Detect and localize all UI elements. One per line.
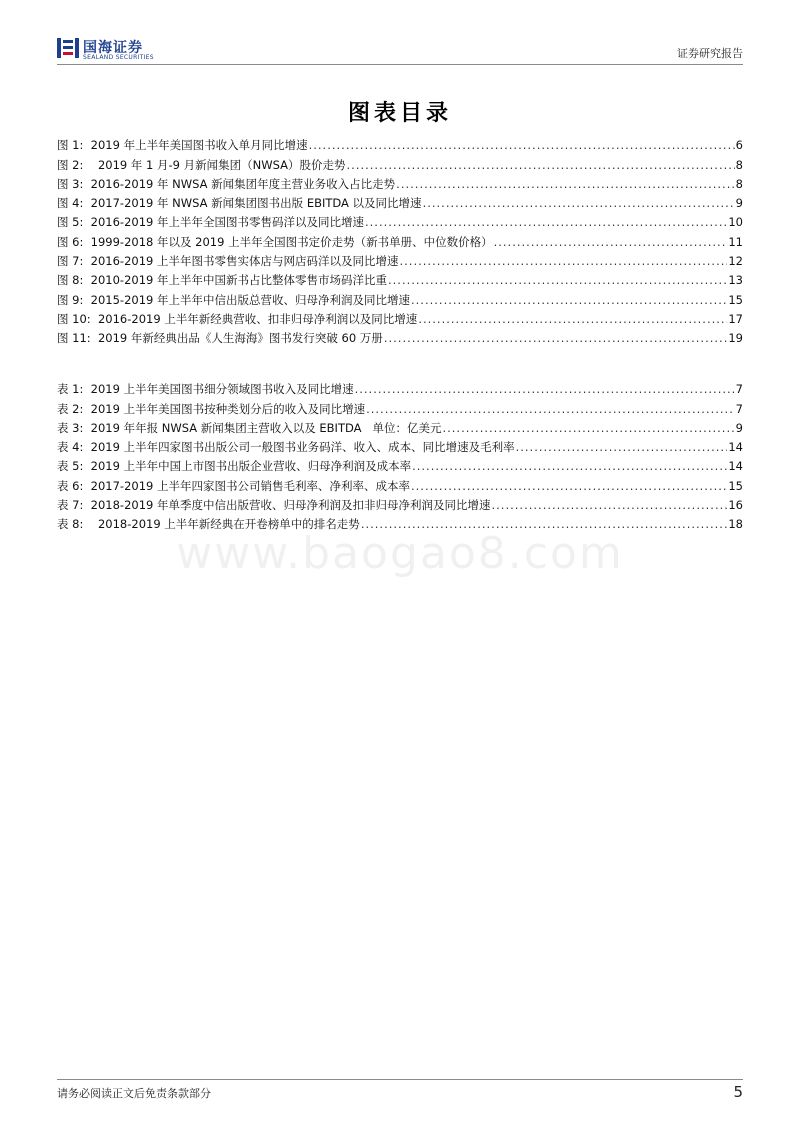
toc-entry-label: 图 11: 2019 年新经典出品《人生海海》图书发行突破 60 万册 bbox=[57, 331, 383, 346]
page-header bbox=[0, 0, 800, 70]
toc-page-number: 19 bbox=[728, 331, 743, 346]
toc-entry-figure-11[interactable] bbox=[57, 327, 743, 346]
toc-dot-leader bbox=[412, 458, 727, 474]
toc-entry-label: 表 5: 2019 上半年中国上市图书出版企业营收、归母净利润及成本率 bbox=[57, 459, 412, 474]
toc-entry-figure-6[interactable] bbox=[57, 230, 743, 249]
toc-entry-table-4[interactable] bbox=[57, 436, 743, 455]
toc-entry-label: 表 3: 2019 年年报 NWSA 新闻集团主营收入以及 EBITDA 单位：亿美元 bbox=[57, 420, 442, 435]
toc-entry-figure-1[interactable] bbox=[57, 134, 743, 153]
toc-entry-label: 图 9: 2015-2019 年上半年中信出版总营收、归母净利润及同比增速 bbox=[57, 292, 410, 307]
toc-page-number: 12 bbox=[728, 254, 743, 269]
sealand-logo-icon bbox=[57, 36, 79, 60]
toc-dot-leader bbox=[309, 137, 735, 153]
logo-chinese-name: 国海证券 bbox=[83, 40, 143, 56]
toc-entry-label: 图 3: 2016-2019 年 NWSA 新闻集团年度主营业务收入占比走势 bbox=[57, 176, 396, 191]
toc-page-number: 7 bbox=[735, 401, 743, 416]
toc-dot-leader bbox=[400, 253, 728, 269]
toc-entry-label: 图 6: 1999-2018 年以及 2019 上半年全国图书定价走势（新书单册、中位数价格） bbox=[57, 234, 493, 249]
page-number: 5 bbox=[733, 1083, 743, 1101]
toc-entry-label: 图 10: 2016-2019 上半年新经典营收、扣非归母净利润以及同比增速 bbox=[57, 311, 418, 326]
toc-page-number: 14 bbox=[728, 459, 743, 474]
page-title: 图表目录 bbox=[347, 100, 452, 126]
toc-dot-leader bbox=[396, 176, 735, 192]
toc-page-number: 15 bbox=[728, 478, 743, 493]
toc-dot-leader bbox=[411, 292, 727, 308]
toc-page-number: 18 bbox=[728, 517, 743, 532]
toc-entry-label: 表 1: 2019 上半年美国图书细分领域图书收入及同比增速 bbox=[57, 382, 354, 397]
toc-dot-leader bbox=[494, 234, 728, 250]
toc-dot-leader bbox=[355, 381, 735, 397]
toc-page-number: 14 bbox=[728, 440, 743, 455]
watermark: www.baogao8.com bbox=[176, 528, 624, 579]
toc-entry-figure-7[interactable] bbox=[57, 250, 743, 269]
toc-page-number: 15 bbox=[728, 292, 743, 307]
toc-dot-leader bbox=[347, 157, 735, 173]
toc-page-number: 9 bbox=[735, 420, 743, 435]
logo-english-name: SEALAND SECURITIES bbox=[83, 54, 154, 61]
toc-dot-leader bbox=[384, 330, 728, 346]
toc-entry-figure-9[interactable] bbox=[57, 288, 743, 307]
toc-entry-figure-2[interactable] bbox=[57, 153, 743, 172]
toc-dot-leader bbox=[411, 478, 727, 494]
toc-dot-leader bbox=[423, 195, 735, 211]
toc-dot-leader bbox=[388, 272, 727, 288]
table-list bbox=[57, 378, 743, 532]
toc-entry-label: 表 7: 2018-2019 年单季度中信出版营收、归母净利润及扣非归母净利润及同比增速 bbox=[57, 498, 491, 513]
toc-entry-table-2[interactable] bbox=[57, 397, 743, 416]
toc-entry-label: 表 4: 2019 上半年四家图书出版公司一般图书业务码洋、收入、成本、同比增速及毛利率 bbox=[57, 440, 515, 455]
toc-page-number: 13 bbox=[728, 273, 743, 288]
toc-entry-label: 表 6: 2017-2019 上半年四家图书公司销售毛利率、净利率、成本率 bbox=[57, 478, 410, 493]
toc-entry-label: 图 8: 2010-2019 年上半年中国新书占比整体零售市场码洋比重 bbox=[57, 273, 387, 288]
toc-page-number: 6 bbox=[735, 138, 743, 153]
toc-page-number: 9 bbox=[735, 196, 743, 211]
header-divider bbox=[57, 64, 743, 65]
toc-entry-figure-10[interactable] bbox=[57, 308, 743, 327]
toc-entry-label: 表 8: 2018-2019 上半年新经典在开卷榜单中的排名走势 bbox=[57, 517, 360, 532]
footer-disclaimer: 请务必阅读正文后免责条款部分 bbox=[57, 1087, 211, 1100]
toc-entry-figure-5[interactable] bbox=[57, 211, 743, 230]
toc-entry-table-7[interactable] bbox=[57, 494, 743, 513]
toc-entry-label: 表 2: 2019 上半年美国图书按种类划分后的收入及同比增速 bbox=[57, 401, 366, 416]
report-type: 证券研究报告 bbox=[677, 47, 743, 60]
toc-dot-leader bbox=[366, 401, 735, 417]
toc-entry-table-5[interactable] bbox=[57, 455, 743, 474]
toc-entry-label: 图 2: 2019 年 1 月-9 月新闻集团（NWSA）股价走势 bbox=[57, 157, 346, 172]
toc-page-number: 16 bbox=[728, 498, 743, 513]
toc-entry-table-1[interactable] bbox=[57, 378, 743, 397]
toc-entry-label: 图 4: 2017-2019 年 NWSA 新闻集团图书出版 EBITDA 以及同比增速 bbox=[57, 196, 422, 211]
toc-entry-figure-8[interactable] bbox=[57, 269, 743, 288]
toc-entry-label: 图 5: 2016-2019 年上半年全国图书零售码洋以及同比增速 bbox=[57, 215, 364, 230]
footer-divider bbox=[57, 1079, 743, 1080]
figure-list bbox=[57, 134, 743, 346]
toc-dot-leader bbox=[492, 497, 728, 513]
toc-entry-table-6[interactable] bbox=[57, 474, 743, 493]
toc-page-number: 7 bbox=[735, 382, 743, 397]
toc-page-number: 8 bbox=[735, 176, 743, 191]
toc-dot-leader bbox=[516, 439, 728, 455]
toc-entry-figure-3[interactable] bbox=[57, 173, 743, 192]
toc-entry-label: 图 7: 2016-2019 上半年图书零售实体店与网店码洋以及同比增速 bbox=[57, 254, 399, 269]
toc-entry-table-3[interactable] bbox=[57, 417, 743, 436]
toc-dot-leader bbox=[418, 311, 727, 327]
toc-dot-leader bbox=[365, 214, 727, 230]
toc-page-number: 11 bbox=[728, 234, 743, 249]
toc-entry-figure-4[interactable] bbox=[57, 192, 743, 211]
toc-page-number: 17 bbox=[728, 311, 743, 326]
toc-page-number: 10 bbox=[728, 215, 743, 230]
toc-dot-leader bbox=[442, 420, 734, 436]
company-logo bbox=[57, 36, 167, 64]
toc-entry-label: 图 1: 2019 年上半年美国图书收入单月同比增速 bbox=[57, 138, 308, 153]
toc-page-number: 8 bbox=[735, 157, 743, 172]
